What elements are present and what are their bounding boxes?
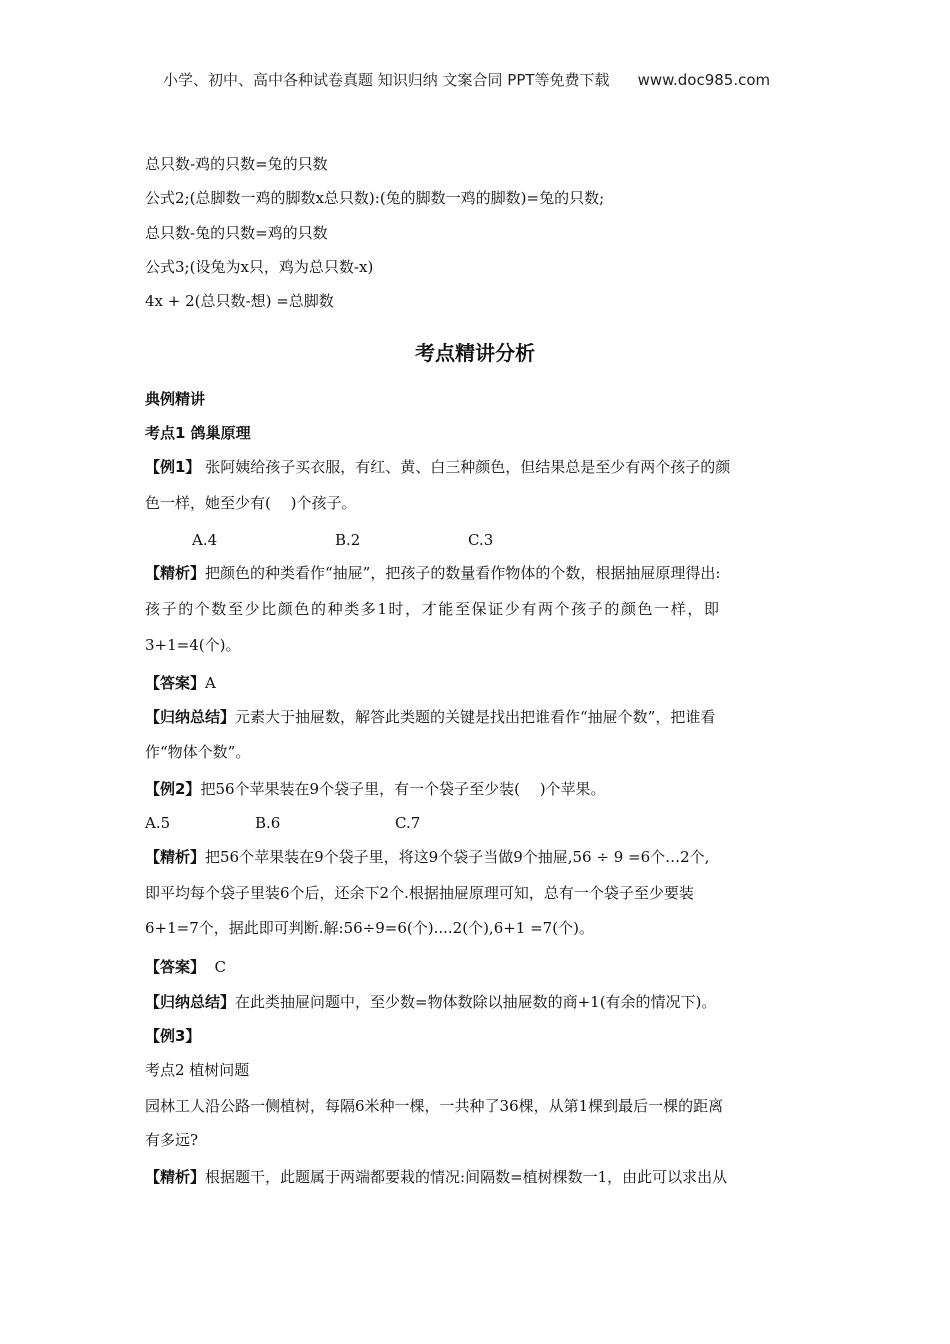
analysis-label: 【精析】: [145, 564, 206, 582]
answer-label: 【答案】: [145, 958, 206, 976]
analysis: [145, 563, 720, 583]
page-header: [163, 69, 770, 90]
analysis-label: 【精析】: [145, 848, 206, 866]
example-1-question: [145, 457, 730, 477]
header-url: www.doc985.com: [637, 71, 771, 89]
question-text: 园林工人沿公路一侧植树，每隔6米种一棵，一共种了36棵，从第1棵到最后一棵的距离: [145, 1097, 724, 1115]
formula-line: 总只数-兔的只数=鸡的只数: [145, 224, 328, 242]
option: B.6: [255, 814, 281, 832]
question-text: 张阿姨给孩子买衣服，有红、黄、白三种颜色，但结果总是至少有两个孩子的颜: [200, 458, 731, 476]
analysis-label: 【精析】: [145, 1168, 206, 1186]
summary: [145, 707, 715, 727]
answer-label: 【答案】: [145, 674, 206, 692]
example-2-question: [145, 779, 606, 799]
options: [145, 813, 420, 833]
analysis: [145, 1167, 727, 1187]
option: A.4: [192, 531, 218, 549]
option: A.5: [145, 814, 171, 832]
options: [192, 530, 493, 550]
section-title: 考点精讲分析: [415, 341, 535, 365]
option: C.7: [395, 814, 421, 832]
answer: [145, 957, 226, 977]
summary: [145, 992, 716, 1012]
option: B.2: [335, 531, 361, 549]
summary-label: 【归纳总结】: [145, 708, 236, 726]
question-text: 色一样，她至少有( )个孩子。: [145, 494, 357, 512]
header-text: 小学、初中、高中各种试卷真题 知识归纳 文案合同 PPT等免费下载: [163, 71, 610, 89]
example-label: 【例3】: [145, 1027, 201, 1045]
formula-line: 公式2;(总脚数一鸡的脚数x总只数):(兔的脚数一鸡的脚数)=兔的只数;: [145, 189, 605, 207]
answer: [145, 673, 216, 693]
subheading: 典例精讲: [145, 390, 206, 408]
analysis-text: 即平均每个袋子里装6个后，还余下2个.根据抽屉原理可知，总有一个袋子至少要装: [145, 884, 694, 902]
point-heading: 考点1 鸽巢原理: [145, 424, 251, 442]
analysis-text: 根据题干，此题属于两端都要栽的情况:间隔数=植树棵数一1，由此可以求出从: [205, 1168, 728, 1186]
summary-label: 【归纳总结】: [145, 993, 236, 1011]
analysis-text: 把颜色的种类看作“抽屉”，把孩子的数量看作物体的个数，根据抽屉原理得出:: [205, 564, 721, 582]
analysis-text: 6+1=7个，据此即可判断.解:56÷9=6(个)....2(个),6+1 =7(个)。: [145, 919, 594, 937]
summary-text: 在此类抽屉问题中，至少数=物体数除以抽屉数的商+1(有余的情况下)。: [235, 993, 717, 1011]
analysis-text: 3+1=4(个)。: [145, 636, 241, 654]
answer-value: A: [205, 674, 216, 692]
answer-value: C: [205, 958, 227, 976]
formula-line: 4x + 2(总只数-想) =总脚数: [145, 292, 334, 310]
point-heading: 考点2 植树问题: [145, 1061, 250, 1079]
analysis-text: 把56个苹果装在9个袋子里，将这9个袋子当做9个抽屉,56 ÷ 9 =6个…2个,: [205, 848, 710, 866]
summary-text: 元素大于抽屉数，解答此类题的关键是找出把谁看作“抽屉个数”，把谁看: [235, 708, 716, 726]
analysis-text: 孩子的个数至少比颜色的种类多1时，才能至保证少有两个孩子的颜色一样，即: [145, 600, 721, 618]
formula-line: 总只数-鸡的只数=兔的只数: [145, 155, 328, 173]
analysis: [145, 847, 709, 867]
question-text: 把56个苹果装在9个袋子里，有一个袋子至少装( )个苹果。: [200, 780, 606, 798]
option: C.3: [468, 531, 494, 549]
example-label: 【例1】: [145, 458, 201, 476]
summary-text: 作“物体个数”。: [145, 743, 251, 761]
formula-line: 公式3;(设兔为x只，鸡为总只数-x): [145, 258, 374, 276]
question-text: 有多远?: [145, 1131, 199, 1149]
example-label: 【例2】: [145, 780, 201, 798]
